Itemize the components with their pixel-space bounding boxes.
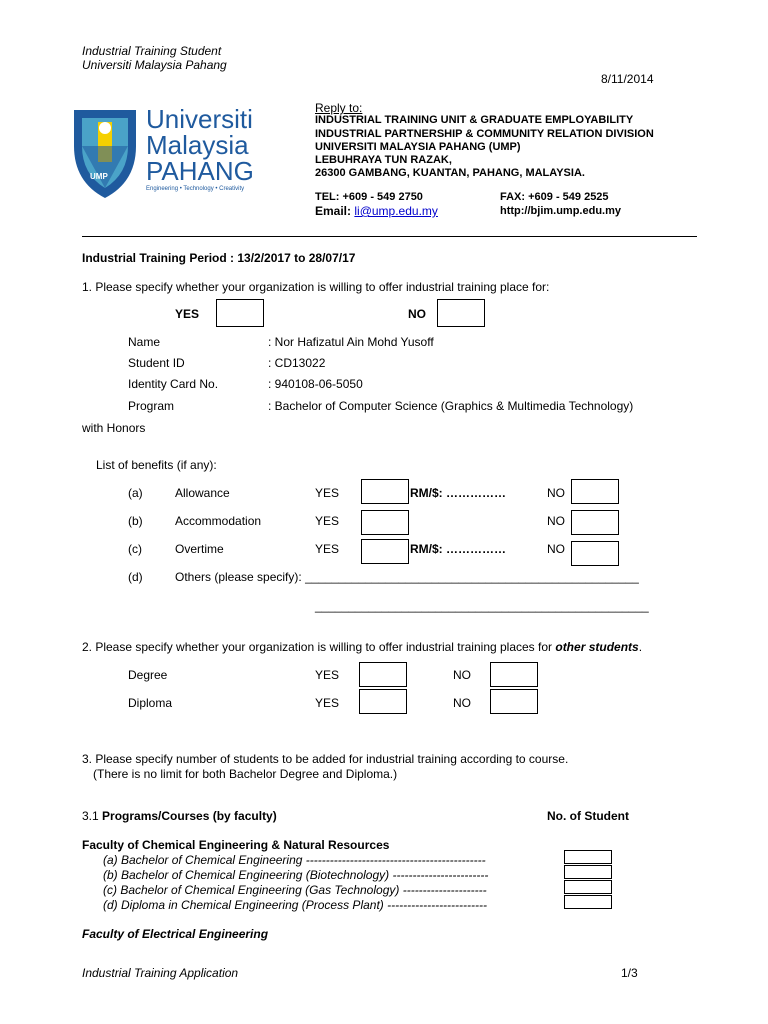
others-label: Others (please specify): [175, 570, 306, 584]
allowance-amount[interactable]: RM/$: …………… [410, 486, 506, 500]
reply-address-line: LEBUHRAYA TUN RAZAK, [315, 154, 452, 166]
benefit-label: Accommodation [175, 514, 262, 528]
benefit-index: (b) [128, 514, 143, 528]
student-name-label: Name [128, 335, 161, 349]
question-2 [82, 640, 642, 654]
program-label: Program [128, 399, 175, 413]
question-3-note: (There is no limit for both Bachelor Degree and Diploma.) [93, 767, 398, 781]
diploma-no-label: NO [453, 696, 471, 710]
diploma-yes-checkbox[interactable] [359, 689, 407, 714]
benefit-yes-label: YES [315, 542, 340, 556]
course-count-field[interactable] [564, 880, 612, 894]
courses-heading [82, 809, 277, 823]
reply-address-line: UNIVERSITI MALAYSIA PAHANG (UMP) [315, 141, 521, 153]
course-count-field[interactable] [564, 865, 612, 879]
reply-address-line: 26300 GAMBANG, KUANTAN, PAHANG, MALAYSIA. [315, 167, 585, 179]
student-name-value: : Nor Hafizatul Ain Mohd Yusoff [268, 335, 434, 349]
period-value: 13/2/2017 to 28/07/17 [237, 251, 356, 265]
logo-name-3: PAHANG [146, 156, 254, 186]
benefit-no-label: NO [547, 542, 565, 556]
reply-to-label: Reply to: [315, 101, 363, 115]
benefit-label: Overtime [175, 542, 224, 556]
benefit-index: (c) [128, 542, 142, 556]
benefit-yes-label: YES [315, 514, 340, 528]
overtime-yes-checkbox[interactable] [361, 539, 409, 564]
benefit-no-label: NO [547, 486, 565, 500]
allowance-no-checkbox[interactable] [571, 479, 619, 504]
program-continuation: with Honors [82, 421, 146, 435]
tel: TEL: +609 - 549 2750 [315, 191, 423, 203]
course-item: (b) Bachelor of Chemical Engineering (Biotechnology) ------------------------ [103, 868, 489, 882]
diploma-no-checkbox[interactable] [490, 689, 538, 714]
others-line-1[interactable]: __________________________________________________ [305, 570, 639, 584]
course-item: (d) Diploma in Chemical Engineering (Process Plant) ------------------------- [103, 898, 488, 912]
courses-number: 3.1 [82, 809, 103, 823]
footer-title: Industrial Training Application [82, 966, 239, 980]
logo-badge: UMP [90, 172, 108, 181]
degree-yes-checkbox[interactable] [359, 662, 407, 687]
student-count-header: No. of Student [547, 809, 629, 823]
courses-title: Programs/Courses (by faculty) [102, 809, 277, 823]
allowance-yes-checkbox[interactable] [361, 479, 409, 504]
others-line-2[interactable]: __________________________________________________ [315, 599, 649, 613]
period-label: Industrial Training Period : [82, 251, 238, 265]
faculty-chemical: Faculty of Chemical Engineering & Natural Resources [82, 838, 390, 852]
accommodation-no-checkbox[interactable] [571, 510, 619, 535]
ic-value: : 940108-06-5050 [268, 377, 363, 391]
benefit-label: Allowance [175, 486, 230, 500]
student-line: Industrial Training Student [82, 44, 222, 58]
q1-yes-checkbox[interactable] [216, 299, 264, 327]
university-line: Universiti Malaysia Pahang [82, 58, 227, 72]
q2-period: . [638, 640, 643, 654]
degree-no-label: NO [453, 668, 471, 682]
reply-address-line: INDUSTRIAL TRAINING UNIT & GRADUATE EMPLOYABILITY [315, 114, 634, 126]
ump-logo [70, 104, 266, 200]
question-1: 1. Please specify whether your organization is willing to offer industrial training place for: [82, 280, 550, 294]
ump-shield-icon [72, 106, 138, 200]
course-count-field[interactable] [564, 895, 612, 909]
q2-text: 2. Please specify whether your organization is willing to offer industrial training places for [82, 640, 556, 654]
benefit-index: (d) [128, 570, 143, 584]
ic-label: Identity Card No. [128, 377, 219, 391]
accommodation-yes-checkbox[interactable] [361, 510, 409, 535]
benefit-no-label: NO [547, 514, 565, 528]
letter-date: 8/11/2014 [601, 72, 654, 86]
others-row[interactable] [175, 570, 639, 584]
email-row [315, 204, 438, 218]
logo-name-2: Malaysia [146, 130, 249, 160]
benefit-index: (a) [128, 486, 143, 500]
overtime-no-checkbox[interactable] [571, 541, 619, 566]
website[interactable]: http://bjim.ump.edu.my [500, 205, 621, 217]
student-id-value: : CD13022 [268, 356, 326, 370]
course-count-field[interactable] [564, 850, 612, 864]
diploma-yes-label: YES [315, 696, 340, 710]
logo-tagline: Engineering • Technology • Creativity [146, 186, 245, 192]
degree-yes-label: YES [315, 668, 340, 682]
program-value: : Bachelor of Computer Science (Graphics & Multimedia Technology) [268, 399, 634, 413]
reply-address-line: INDUSTRIAL PARTNERSHIP & COMMUNITY RELATION DIVISION [315, 128, 654, 140]
question-3: 3. Please specify number of students to be added for industrial training according to course. [82, 752, 569, 766]
logo-name-1: Universiti [146, 104, 253, 134]
faculty-electrical: Faculty of Electrical Engineering [82, 927, 269, 941]
course-item: (a) Bachelor of Chemical Engineering --------------------------------------------- [103, 853, 486, 867]
q1-yes-label: YES [175, 307, 200, 321]
q1-no-checkbox[interactable] [437, 299, 485, 327]
q1-no-label: NO [408, 307, 426, 321]
email-link[interactable]: li@ump.edu.my [354, 204, 438, 218]
student-id-label: Student ID [128, 356, 185, 370]
degree-label: Degree [128, 668, 168, 682]
email-label: Email: [315, 204, 355, 218]
header-divider [82, 236, 697, 237]
overtime-amount[interactable]: RM/$: …………… [410, 542, 506, 556]
benefits-title: List of benefits (if any): [96, 458, 217, 472]
q2-emphasis: other students [555, 640, 639, 654]
page-number: 1/3 [621, 966, 638, 980]
training-period [82, 251, 355, 265]
benefit-yes-label: YES [315, 486, 340, 500]
degree-no-checkbox[interactable] [490, 662, 538, 687]
course-item: (c) Bachelor of Chemical Engineering (Gas Technology) --------------------- [103, 883, 487, 897]
fax: FAX: +609 - 549 2525 [500, 191, 609, 203]
diploma-label: Diploma [128, 696, 173, 710]
